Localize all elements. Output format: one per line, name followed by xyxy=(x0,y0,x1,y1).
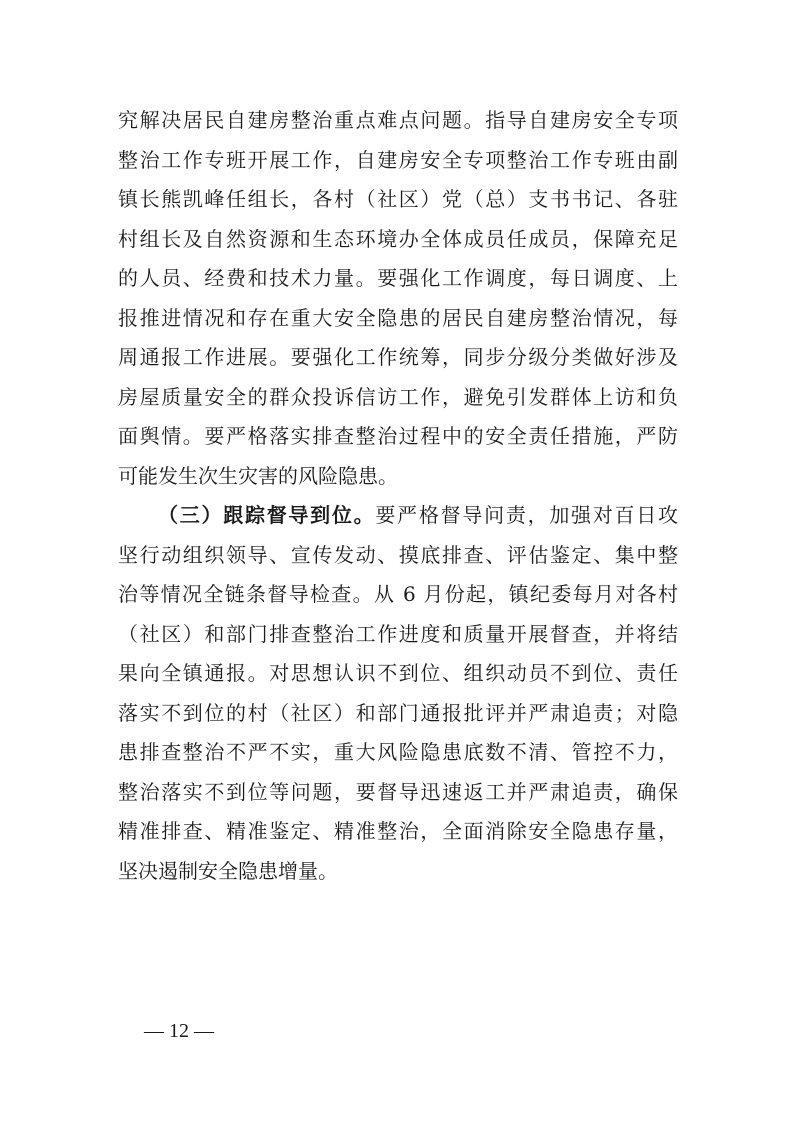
paragraph1-line-2: 整治工作专班开展工作，自建房安全专项整治工作专班由副 xyxy=(118,148,678,172)
paragraph2-line-10: 坚决遏制安全隐患增量。 xyxy=(118,859,338,883)
section-heading: （三）跟踪督导到位。 xyxy=(158,503,376,527)
paragraph1-line-1: 究解决居民自建房整治重点难点问题。指导自建房安全专项 xyxy=(118,108,678,132)
paragraph1-line-5: 的人员、经费和技术力量。要强化工作调度，每日调度、上 xyxy=(118,266,678,290)
paragraph2-line-4: （社区）和部门排查整治工作进度和质量开展督查，并将结 xyxy=(118,622,678,646)
paragraph1-line-10: 可能发生次生灾害的风险隐患。 xyxy=(118,464,398,488)
paragraph1-line-3: 镇长熊凯峰任组长，各村（社区）党（总）支书书记、各驻 xyxy=(118,187,678,211)
paragraph2-first-line xyxy=(158,495,678,535)
paragraph2-line-7: 患排查整治不严不实，重大风险隐患底数不清、管控不力， xyxy=(118,740,678,764)
paragraph2-line-6: 落实不到位的村（社区）和部门通报批评并严肃追责；对隐 xyxy=(118,701,678,725)
paragraph1-line-9: 面舆情。要严格落实排查整治过程中的安全责任措施，严防 xyxy=(118,424,678,448)
paragraph1-line-4: 村组长及自然资源和生态环境办全体成员任成员，保障充足 xyxy=(118,227,678,251)
paragraph2-line-9: 精准排查、精准鉴定、精准整治，全面消除安全隐患存量， xyxy=(118,819,678,843)
paragraph2-line-8: 整治落实不到位等问题，要督导迅速返工并严肃追责，确保 xyxy=(118,780,678,804)
page-number: — 12 — xyxy=(144,1020,214,1042)
paragraph1-line-6: 报推进情况和存在重大安全隐患的居民自建房整治情况，每 xyxy=(118,306,678,330)
paragraph2-line-1-rest: 要严格督导问责，加强对百日攻 xyxy=(375,503,679,527)
paragraph1-line-8: 房屋质量安全的群众投诉信访工作，避免引发群体上访和负 xyxy=(118,385,678,409)
paragraph1-line-7: 周通报工作进展。要强化工作统筹，同步分级分类做好涉及 xyxy=(118,345,678,369)
paragraph2-line-5: 果向全镇通报。对思想认识不到位、组织动员不到位、责任 xyxy=(118,661,678,685)
paragraph2-line-2: 坚行动组织领导、宣传发动、摸底排查、评估鉴定、集中整 xyxy=(118,543,678,567)
paragraph2-line-3: 治等情况全链条督导检查。从 6 月份起，镇纪委每月对各村 xyxy=(118,582,678,606)
